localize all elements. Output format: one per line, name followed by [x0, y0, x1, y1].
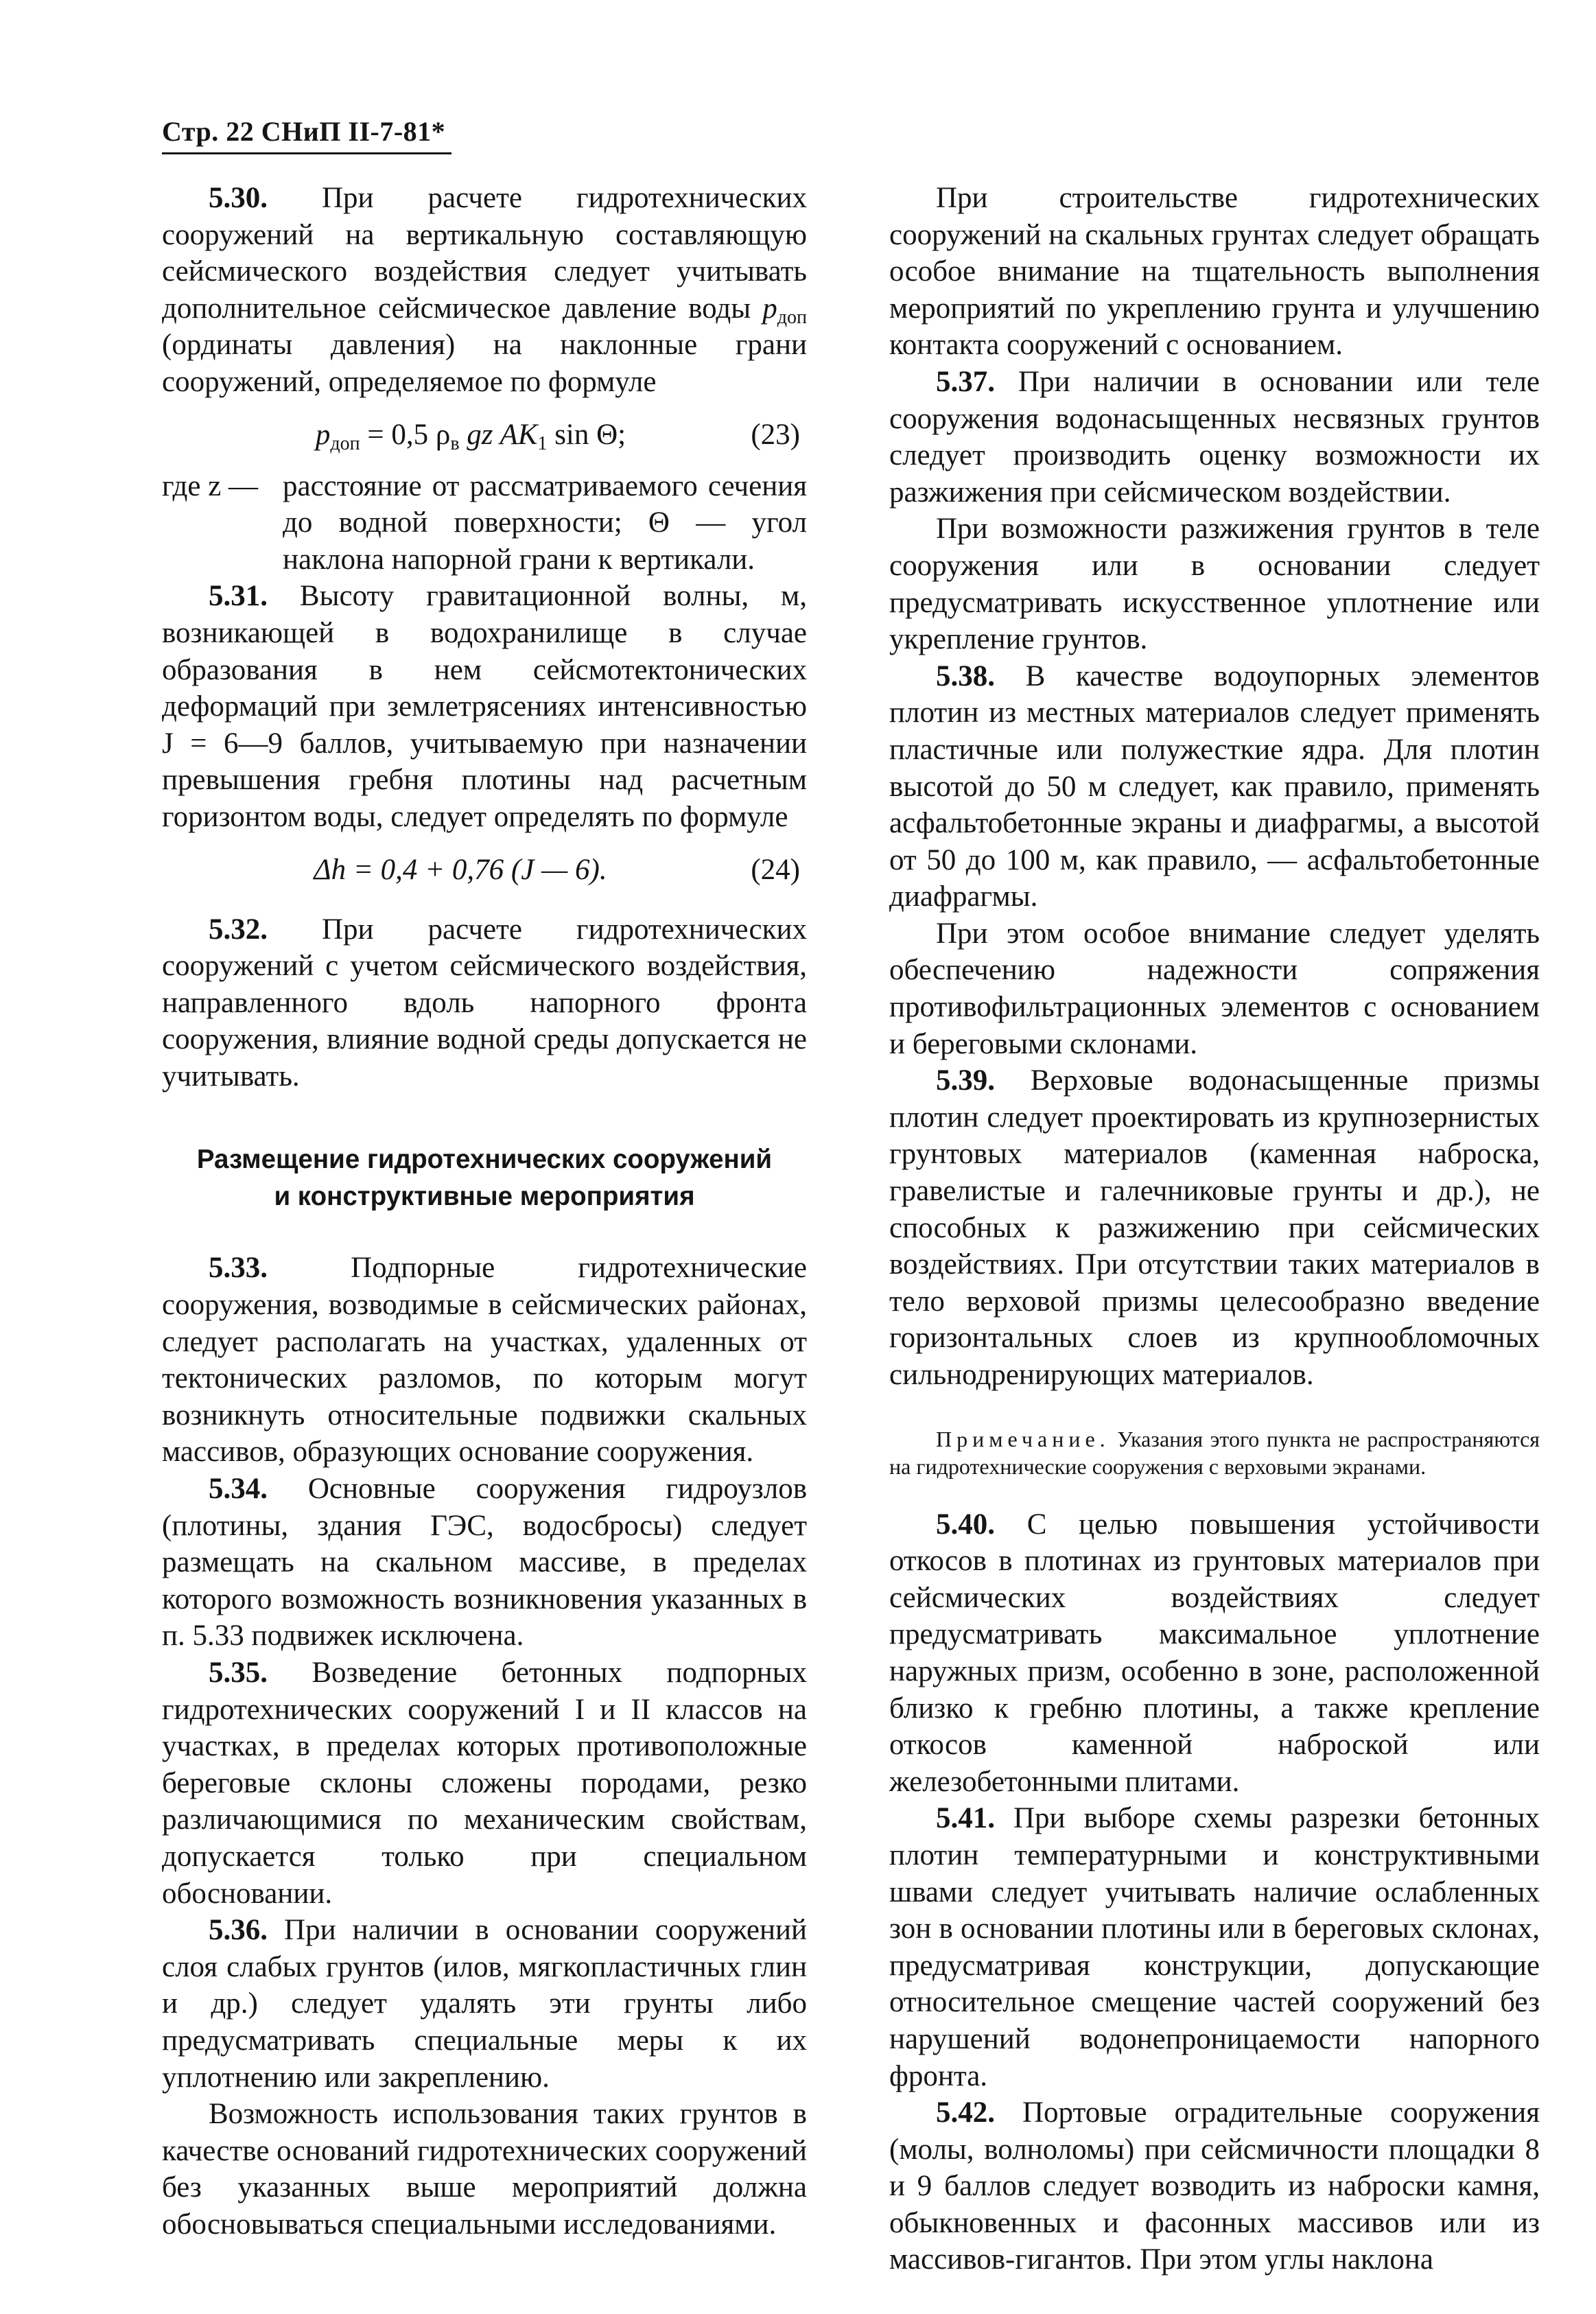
paragraph-5-38-continued: При этом особое внимание следует уделять обеспечению надежности сопряжения противофильтрационных элементов с основанием и береговыми склонами. — [889, 917, 1540, 1060]
paragraph-5-33 — [162, 1250, 807, 1471]
paragraph-5-36-rock: При строительстве гидротехнических сооружений на скальных грунтах следует обращать особое внимание на тщательность выполнения мероприятий по укреплению грунта и улучшению контакта сооружений с основанием. — [889, 182, 1540, 362]
paragraph-text: Высоту гравитационной волны, м, возникающей в водохранилище в случае образования в нем сейсмотектонических деформаций при землетрясениях интенсивностью J = 6—9 баллов, учитываемую при назначении превышения гребня плотины над расчетным горизонтом воды, следует определять по формуле — [162, 580, 807, 833]
paragraph-5-32 — [162, 911, 807, 1095]
clause-number: 5.32. — [209, 913, 268, 946]
paragraph-5-34 — [162, 1471, 807, 1655]
paragraph-text: Верховые водонасыщенные призмы плотин следует проектировать из крупнозернистых грунтовых материалов (каменная наброска, гравелистые и галечниковые грунты и др.), не способных к разжижению при сейсмических воздействиях. При отсутствии таких материалов в тело верховой призмы целесообразно введение горизонтальных слоев из крупнообломочных сильнодренирующих материалов. — [889, 1064, 1540, 1391]
clause-number: 5.37. — [936, 365, 995, 398]
clause-number: 5.38. — [936, 659, 995, 692]
right-column — [889, 180, 1540, 2278]
paragraph-text: При наличии в основании сооружений слоя слабых грунтов (илов, мягкопластичных глин и др.) следует удалять эти грунты либо предусматривать специальные меры к их уплотнению или закреплению. — [162, 1914, 807, 2094]
symbol-p: p — [762, 292, 777, 325]
formula-lhs: p — [315, 418, 331, 451]
clause-number: 5.42. — [936, 2096, 995, 2129]
paragraph-5-40 — [889, 1506, 1540, 1801]
note-text: Указания этого пункта не распространяются на гидротехнические сооружения с верховыми экранами. — [889, 1426, 1540, 1479]
equation-number: (23) — [751, 418, 800, 451]
paragraph-text: С целью повышения устойчивости откосов в плотинах из грунтовых материалов при сейсмических воздействиях следует предусматривать максимальное уплотнение наружных призм, особенно в зоне, расположенной близко к гребню плотины, а также крепление откосов каменной наброской или железобетонными плитами. — [889, 1508, 1540, 1798]
formula-explanation — [162, 468, 807, 578]
equation-number: (24) — [751, 853, 800, 886]
paragraph-5-37-continued: При возможности разжижения грунтов в теле сооружения или в основании следует предусматривать искусственное уплотнение или укрепление грунтов. — [889, 513, 1540, 656]
header-rule — [162, 152, 451, 154]
paragraph-text: Подпорные гидротехнические сооружения, возводимые в сейсмических районах, следует располагать на участках, удаленных от тектонических разломов, по которым могут возникнуть относительные подвижки скальных массивов, образующих основание сооружения. — [162, 1252, 807, 1469]
formula-eq: = 0,5 ρ — [360, 418, 451, 451]
paragraph-5-37 — [889, 364, 1540, 511]
clause-number: 5.35. — [209, 1657, 268, 1689]
paragraph-text: (ординаты давления) на наклонные грани сооружений, определяемое по формуле — [162, 329, 807, 398]
running-header: Стр. 22 СНиП II-7-81* — [162, 116, 446, 147]
paragraph-text: При расчете гидротехнических сооружений на вертикальную составляющую сейсмического воздействия следует учитывать дополнительное сейсмическое давление воды — [162, 182, 807, 325]
paragraph-5-42 — [889, 2094, 1540, 2278]
section-heading — [162, 1141, 807, 1215]
symbol-sub: доп — [777, 306, 807, 328]
paragraph-text: В качестве водоупорных элементов плотин из местных материалов следует применять пластичные или полужесткие ядра. Для плотин высотой до 50 м следует, как правило, применять асфальтобетонные экраны и диафрагмы, а высотой от 50 до 100 м, как правило, — асфальтобетонные диафрагмы. — [889, 659, 1540, 913]
paragraph-5-38 — [889, 658, 1540, 915]
note-label: Примечание. — [936, 1426, 1110, 1451]
clause-number: 5.30. — [209, 182, 268, 214]
clause-number: 5.40. — [936, 1508, 995, 1541]
paragraph-5-30 — [162, 180, 807, 401]
paragraph-5-35 — [162, 1655, 807, 1912]
clause-number: 5.33. — [209, 1252, 268, 1285]
formula-expression — [162, 414, 807, 456]
paragraph-text: Основные сооружения гидроузлов (плотины, здания ГЭС, водосбросы) следует размещать на скальном массиве, в пределах которого возможность возникновения указанных в п. 5.33 подвижек исключена. — [162, 1473, 807, 1652]
formula-rho-sub: в — [450, 432, 460, 454]
clause-number: 5.31. — [209, 580, 268, 613]
clause-number: 5.41. — [936, 1802, 995, 1835]
paragraph-text: Портовые оградительные сооружения (молы, волноломы) при сейсмичности площадки 8 и 9 баллов следует возводить из наброски камня, обыкновенных и фасонных массивов или из массивов-гигантов. При этом углы наклона — [889, 2096, 1540, 2276]
clause-number: 5.39. — [936, 1064, 995, 1097]
explanation-lead: где z — — [162, 469, 259, 502]
left-column — [162, 180, 807, 2243]
section-heading-line-2: и конструктивные мероприятия — [274, 1182, 695, 1212]
formula-23 — [162, 414, 807, 456]
paragraph-text: При наличии в основании или теле сооружения водонасыщенных несвязных грунтов следует производить оценку возможности их разжижения при сейсмическом воздействии. — [889, 365, 1540, 509]
note — [889, 1425, 1540, 1480]
paragraph-5-39 — [889, 1062, 1540, 1393]
formula-24 — [162, 850, 807, 891]
formula-rhs: sin Θ; — [547, 418, 626, 451]
paragraph-text: Возведение бетонных подпорных гидротехнических сооружений I и II классов на участках, в пределах которых противоположные береговые склоны сложены породами, резко различающимися по механическим свойствам, допускается только при специальном обосновании. — [162, 1657, 807, 1910]
formula-expression: Δh = 0,4 + 0,76 (J — 6). — [314, 853, 607, 886]
paragraph-text: При расчете гидротехнических сооружений с учетом сейсмического воздействия, направленного вдоль напорного фронта сооружения, влияние водной среды допускается не учитывать. — [162, 913, 807, 1092]
explanation-text: расстояние от рассматриваемого сечения до водной поверхности; Θ — угол наклона напорной грани к вертикали. — [283, 469, 807, 576]
formula-mid: gz AK — [459, 418, 538, 451]
clause-number: 5.36. — [209, 1914, 268, 1947]
paragraph-5-36 — [162, 1912, 807, 2096]
clause-number: 5.34. — [209, 1473, 268, 1506]
paragraph-5-36-continued: Возможность использования таких грунтов в качестве оснований гидротехнических сооружений без указанных выше мероприятий должна обосновываться специальными исследованиями. — [162, 2098, 807, 2241]
section-heading-line-1: Размещение гидротехнических сооружений — [196, 1145, 773, 1175]
paragraph-5-41 — [889, 1800, 1540, 2094]
formula-lhs-sub: доп — [330, 432, 360, 454]
formula-k-sub: 1 — [537, 432, 548, 454]
paragraph-text: При выборе схемы разрезки бетонных плотин температурными и конструктивными швами следует учитывать наличие ослабленных зон в основании плотины или в береговых склонах, предусматривая конструкции, допускающие относительное смещение частей сооружений без нарушений водонепроницаемости напорного фронта. — [889, 1802, 1540, 2092]
paragraph-5-31 — [162, 578, 807, 835]
